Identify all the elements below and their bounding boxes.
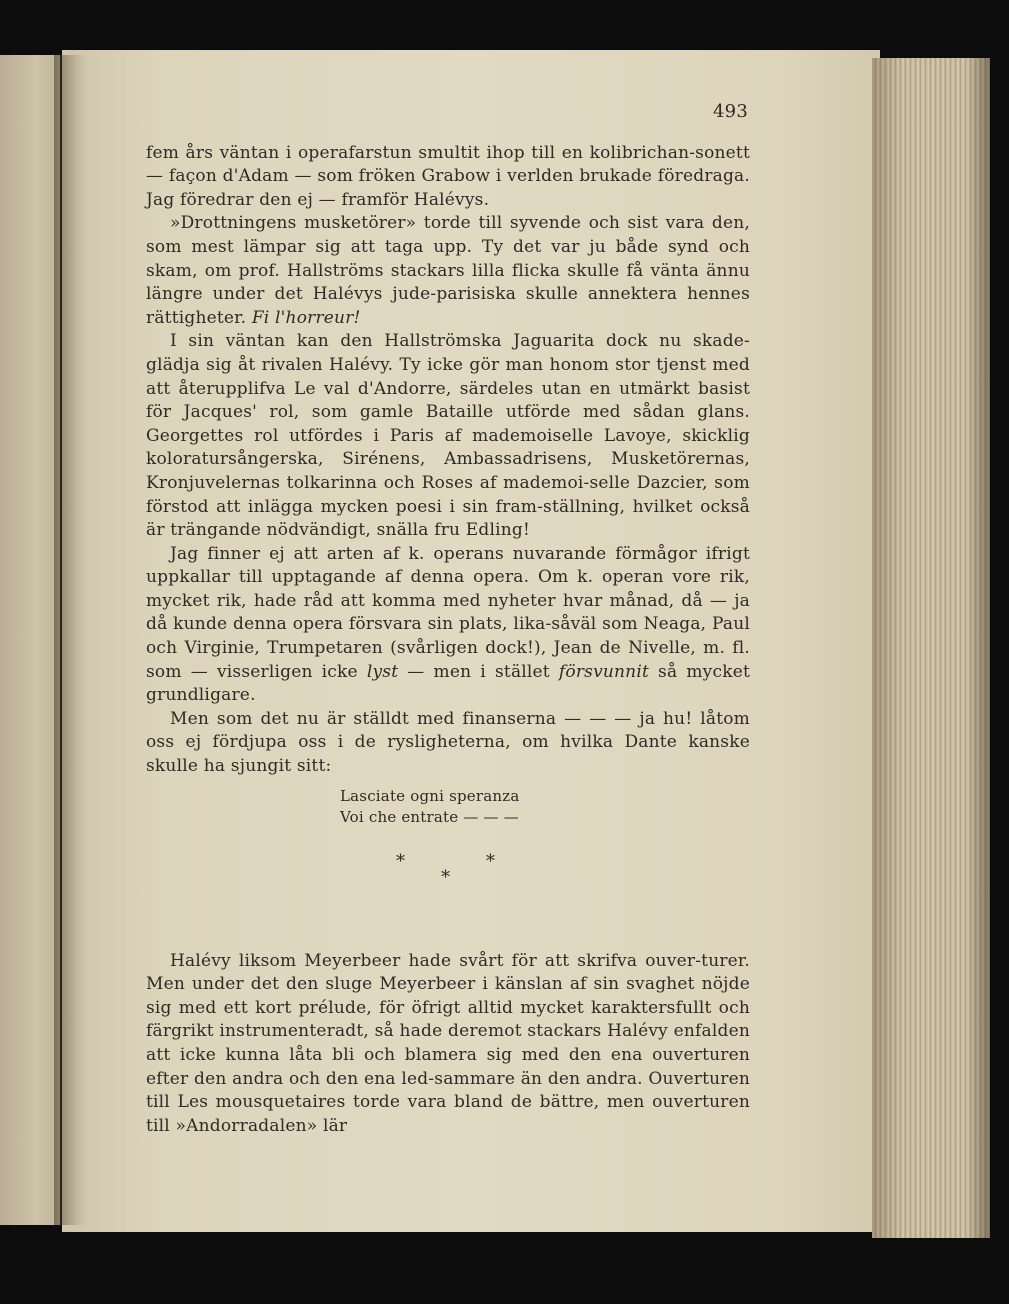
text-run: fem års väntan i operafarstun smultit ihop till en kolibrichan-sonett — façon d'Adam — som fröken Grabow i verlden brukade föredraga. Jag föredrar den ej — framför Halévys.: [146, 142, 750, 210]
text-run: så mycket grundligare.: [146, 661, 750, 706]
asterism-divider: [146, 836, 750, 906]
italic-text: lyst: [366, 661, 399, 682]
paragraph: [146, 212, 750, 330]
italic-text: Fi l'horreur!: [251, 307, 361, 328]
paragraph: [146, 142, 750, 213]
text-run: Halévy liksom Meyerbeer hade svårt för att skrifva ouver-turer. Men under det den sluge Meyerbeer i känslan af sin svaghet nöjde sig med ett kort prélude, för öfrigt alltid mycket karaktersfullt och färgrikt instrumenteradt, så hade deremot stackars Halévy enfalden att icke kunna låta bli och blamera sig med den ena ouverturen efter den andra och den ena led-sammare än den andra. Ouverturen till Les mousquetaires torde vara bland de bättre, men ouverturen till »Andorradalen» lär: [146, 950, 750, 1136]
verse-line-2: Voi che entrate — — —: [340, 807, 519, 826]
text-section-bottom: [146, 950, 750, 1139]
section-spacer: [146, 906, 750, 950]
page-number: 493: [713, 101, 748, 122]
paragraph: [146, 708, 750, 779]
text-run: — men i stället: [398, 661, 559, 682]
verse-quote: [340, 786, 750, 828]
paragraph: [146, 330, 750, 542]
asterism-star: *: [486, 850, 496, 872]
text-run: »Drottningens musketörer» torde till syvende och sist vara den, som mest lämpar sig att taga upp. Ty det var ju både synd och skam, om prof. Hallströms stackars lilla flicka skulle få vänta ännu längre under det Halévys jude-parisiska skulle annektera hennes rättigheter.: [146, 213, 750, 328]
paragraph: [146, 950, 750, 1139]
text-run: I sin väntan kan den Hallströmska Jaguarita dock nu skade-glädja sig åt rivalen Halévy. Ty icke gör man honom stor tjenst med att återupplifva Le val d'Andorre, särdeles utan en utmärkt basist för Jacques' rol, som gamle Bataille utförde med sådan glans. Georgettes rol utfördes i Paris af mademoiselle Lavoye, skicklig koloratursångerska, Sirénens, Ambassadrisens, Musketörernas, Kronjuvelernas tolkarinna och Roses af mademoi-selle Dazcier, som förstod att inlägga mycken poesi i sin fram-ställning, hvilket också är trängande nödvändigt, snälla fru Edling!: [146, 331, 750, 541]
text-run: Men som det nu är ställdt med finanserna — — — ja hu! låtom oss ej fördjupa oss i de rysligheterna, om hvilka Dante kanske skulle ha sjungit sitt:: [146, 708, 750, 777]
text-section-top: [146, 142, 750, 779]
page-stack-shade: [872, 58, 990, 1238]
italic-text: försvunnit: [558, 661, 649, 682]
asterism-star: *: [441, 866, 451, 888]
paragraph: [146, 543, 750, 708]
gutter-shadow: [54, 55, 88, 1225]
text-run: Jag finner ej att arten af k. operans nuvarande förmågor ifrigt uppkallar till upptagande af denna opera. Om k. operan vore rik, mycket rik, hade råd att komma med nyheter hvar månad, då — ja då kunde denna opera försvara sin plats, lika-såväl som Neaga, Paul och Virginie, Trumpetaren (svårligen dock!), Jean de Nivelle, m. fl. som — visserligen icke: [146, 543, 750, 682]
asterism-star: *: [396, 850, 406, 872]
page-text: [146, 100, 750, 1138]
left-page-edge: [0, 55, 60, 1225]
verse-line-1: Lasciate ogni speranza: [340, 786, 520, 805]
